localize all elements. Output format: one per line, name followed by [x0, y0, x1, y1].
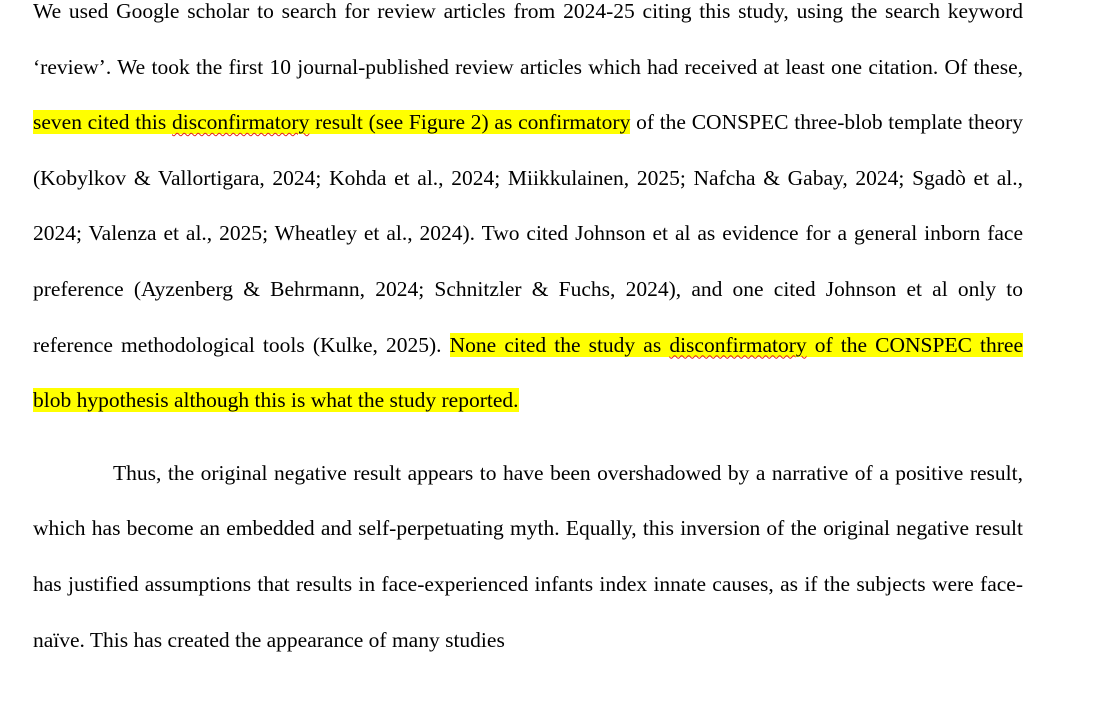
paragraph-review-search[interactable] [33, 0, 1023, 429]
highlighted-text [33, 110, 630, 134]
spelling-flagged-word[interactable]: disconfirmatory [172, 110, 310, 135]
text-segment: seven cited this [33, 110, 173, 135]
text-segment: of the CONSPEC three-blob template theory (Kobylkov & Vallortigara, 2024; Kohda et al., 2024; Miikkulainen, 2025; Nafcha & Gabay, 2024; Sgadò et al., 2024; Valenza et al., 2025; Wheatley et al., 2024). Two cited Johnson et al as evidence for a general inborn face preference (Ayzenberg & Behrmann, 2024; Schnitzler & Fuchs, 2024), and one cited Johnson et al only to reference methodological tools (Kulke, 2025). [33, 110, 1023, 357]
text-segment: of the CONSPEC three blob hypothesis although this is what the study reported. [33, 332, 1023, 413]
document-page[interactable] [33, 0, 1023, 668]
text-segment: result (see Figure 2) as confirmatory [309, 110, 631, 135]
text-segment: None cited the study as [449, 332, 670, 357]
paragraph-myth[interactable]: Thus, the original negative result appears to have been overshadowed by a narrative of a positive result, which has become an embedded and self-perpetuating myth. Equally, this inversion of the original negative result has justified assumptions that results in face-experienced infants index innate causes, as if the subjects were face-naïve. This has created the appearance of many studies [33, 460, 1023, 652]
text-segment: We used Google scholar to search for review articles from 2024-25 citing this study, using the search keyword ‘review’. We took the first 10 journal-published review articles which had received at least one citation. Of these, [33, 0, 1023, 79]
spelling-flagged-word[interactable]: disconfirmatory [669, 332, 807, 357]
